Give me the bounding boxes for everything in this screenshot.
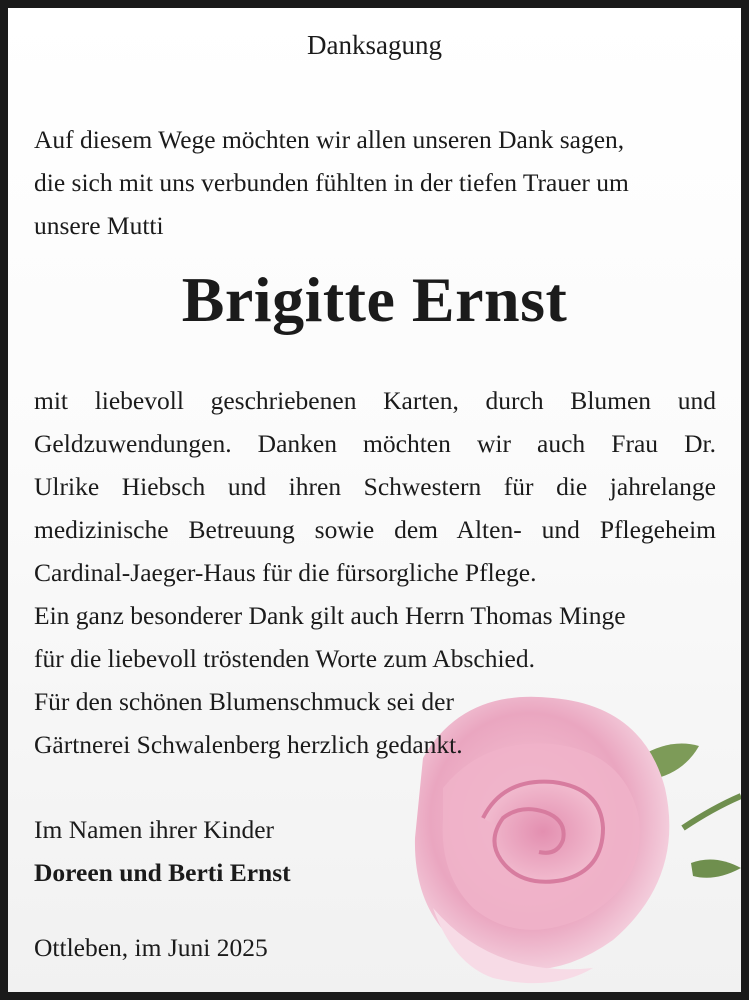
body-line: für die liebevoll tröstenden Worte zum Abschied.	[34, 644, 535, 673]
body-line: Gärtnerei Schwalenberg herzlich gedankt.	[34, 730, 463, 759]
signature-prefix: Im Namen ihrer Kinder	[34, 815, 275, 844]
signature-names: Doreen und Berti Ernst	[34, 858, 291, 887]
body-text	[34, 379, 716, 766]
intro-text	[34, 118, 724, 247]
body-line: mit liebevoll geschriebenen Karten, durch Blumen und	[34, 386, 716, 415]
body-line: Ulrike Hiebsch und ihren Schwestern für die jahrelange	[34, 472, 716, 501]
intro-line: die sich mit uns verbunden fühlten in der tiefen Trauer um	[34, 168, 629, 197]
deceased-name: Brigitte Ernst	[181, 264, 568, 335]
body-line: Für den schönen Blumenschmuck sei der	[34, 687, 454, 716]
body-line: Ein ganz besonderer Dank gilt auch Herrn Thomas Minge	[34, 601, 626, 630]
obituary-card	[8, 8, 741, 992]
intro-line: unsere Mutti	[34, 211, 164, 240]
body-line: medizinische Betreuung sowie dem Alten- und Pflegeheim	[34, 515, 716, 544]
heading: Danksagung	[307, 30, 442, 60]
intro-line: Auf diesem Wege möchten wir allen unseren Dank sagen,	[34, 125, 625, 154]
body-line: Cardinal-Jaeger-Haus für die fürsorgliche Pflege.	[34, 558, 537, 587]
place-date: Ottleben, im Juni 2025	[34, 933, 268, 962]
body-line: Geldzuwendungen. Danken möchten wir auch Frau Dr.	[34, 429, 716, 458]
signature-block	[34, 808, 291, 894]
